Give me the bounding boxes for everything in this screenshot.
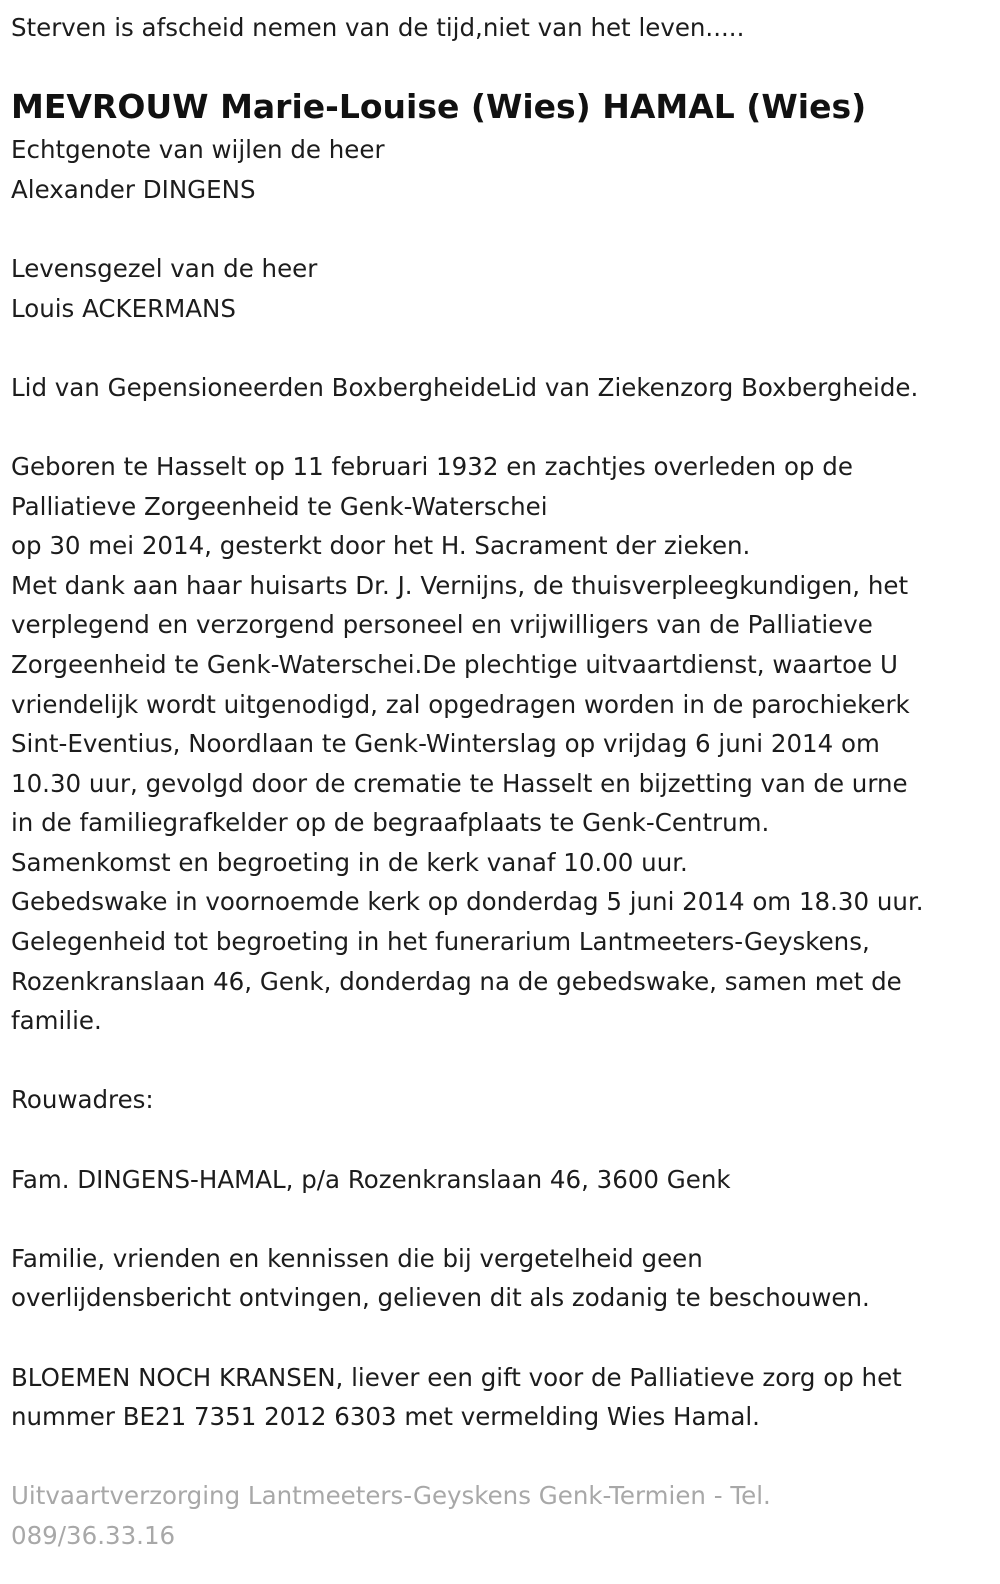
body-line: Sint-Eventius, Noordlaan te Genk-Winterslag op vrijdag 6 juni 2014 om (11, 729, 880, 759)
spacer (11, 1199, 980, 1239)
body-line: Zorgeenheid te Genk-Waterschei.De plechtige uitvaartdienst, waartoe U (11, 649, 898, 679)
spacer (11, 328, 980, 368)
family-note-line-2: overlijdensbericht ontvingen, gelieven dit als zodanig te beschouwen. (11, 1283, 870, 1313)
body-line: Gelegenheid tot begroeting in het funerarium Lantmeeters-Geyskens, (11, 927, 870, 957)
body-line: Palliatieve Zorgeenheid te Genk-Waterschei (11, 491, 548, 521)
body-line: op 30 mei 2014, gesterkt door het H. Sacrament der zieken. (11, 531, 751, 561)
spacer (11, 209, 980, 249)
flowers-note-line-2: nummer BE21 7351 2012 6303 met vermelding Wies Hamal. (11, 1402, 760, 1432)
funeral-director-line-1: Uitvaartverzorging Lantmeeters-Geyskens Genk-Termien - Tel. (11, 1481, 771, 1511)
partner-line-2: Louis ACKERMANS (11, 293, 236, 323)
body-line: familie. (11, 1006, 102, 1036)
mourning-address: Fam. DINGENS-HAMAL, p/a Rozenkranslaan 46, 3600 Genk (11, 1164, 731, 1194)
body-line: vriendelijk wordt uitgenodigd, zal opgedragen worden in de parochiekerk (11, 689, 910, 719)
funeral-director-phone: 089/36.33.16 (11, 1520, 176, 1550)
body-line: Samenkomst en begroeting in de kerk vanaf 10.00 uur. (11, 847, 688, 877)
body-line: Rozenkranslaan 46, Genk, donderdag na de gebedswake, samen met de (11, 966, 902, 996)
spouse-line-2: Alexander DINGENS (11, 174, 256, 204)
spacer (11, 1318, 980, 1358)
deceased-name: MEVROUW Marie-Louise (Wies) HAMAL (Wies) (11, 87, 867, 127)
body-line: verplegend en verzorgend personeel en vrijwilligers van de Palliatieve (11, 610, 873, 640)
membership-line: Lid van Gepensioneerden BoxbergheideLid van Ziekenzorg Boxbergheide. (11, 372, 919, 402)
spacer (11, 407, 980, 447)
partner-line-1: Levensgezel van de heer (11, 253, 318, 283)
body-line: in de familiegrafkelder op de begraafplaats te Genk-Centrum. (11, 808, 770, 838)
family-note-line-1: Familie, vrienden en kennissen die bij vergetelheid geen (11, 1243, 703, 1273)
body-line: 10.30 uur, gevolgd door de crematie te Hasselt en bijzetting van de urne (11, 768, 908, 798)
body-line: Gebedswake in voornoemde kerk op donderdag 5 juni 2014 om 18.30 uur. (11, 887, 924, 917)
opening-quote: Sterven is afscheid nemen van de tijd,niet van het leven..... (11, 13, 745, 42)
body-line: Met dank aan haar huisarts Dr. J. Vernijns, de thuisverpleegkundigen, het (11, 570, 909, 600)
body-line: Geboren te Hasselt op 11 februari 1932 en zachtjes overleden op de (11, 451, 853, 481)
spacer (11, 1437, 980, 1477)
spacer (11, 1120, 980, 1160)
spacer (11, 1041, 980, 1081)
flowers-note-line-1: BLOEMEN NOCH KRANSEN, liever een gift voor de Palliatieve zorg op het (11, 1362, 902, 1392)
address-label: Rouwadres: (11, 1085, 154, 1115)
main-text (11, 447, 980, 1041)
spouse-line-1: Echtgenote van wijlen de heer (11, 135, 385, 165)
